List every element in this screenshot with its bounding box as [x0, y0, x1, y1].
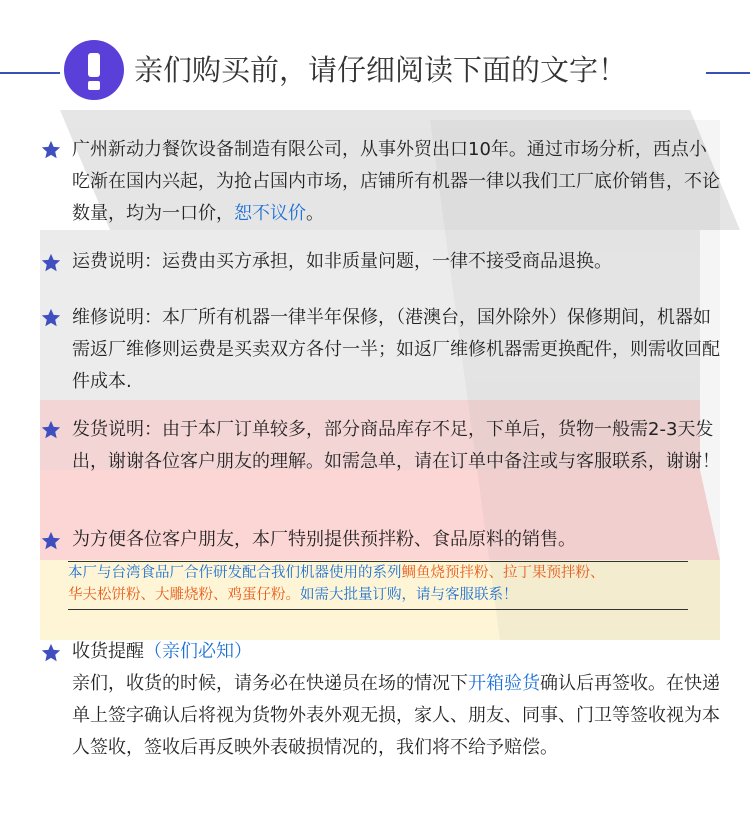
products-contact-note: 如需大批量订购，请与客服联系！ [300, 587, 518, 603]
receipt-title: 收货提醒 [72, 641, 144, 662]
star-icon [40, 642, 62, 664]
page-title: 亲们购买前，请仔细阅读下面的文字！ [134, 53, 628, 87]
star-icon [40, 419, 62, 441]
open-box-inspection-highlight: 开箱验货 [468, 673, 540, 694]
company-intro-text: 广州新动力餐饮设备制造有限公司，从事外贸出口10年。通过市场分析，西点小吃渐在国内兴起，为抢占国内市场，店铺所有机器一律以我们工厂底价销售，不论数量，均为一口价， [72, 139, 720, 224]
products-prefix: 本厂与台湾食品厂合作研发配合我们机器使用的系列 [68, 565, 402, 581]
supply-text: 为方便各位客户朋友，本厂特别提供预拌粉、食品原料的销售。 [72, 529, 576, 550]
products-items-1: 鲷鱼烧预拌粉、拉丁果预拌粉、 [401, 565, 605, 581]
exclamation-icon [64, 40, 124, 100]
receipt-title-note: （亲们必知） [144, 641, 252, 662]
shipping-fee-text: 运费说明：运费由买方承担，如非质量问题，一律不接受商品退换。 [72, 251, 612, 272]
delivery-note [72, 414, 722, 478]
products-items-2: 华夫松饼粉、大雕烧粉、鸡蛋仔粉。 [68, 587, 300, 603]
receipt-body-end: 确认后再签收。在快递单上签字确认后将视为货物外表外观无损，家人、朋友、同事、门卫等签收视为本人签收，签收后再反映外表破损情况的，我们将不给予赔偿。 [72, 673, 720, 758]
star-icon [40, 139, 62, 161]
shipping-fee-note [72, 246, 722, 278]
products-list [68, 562, 688, 606]
company-intro-end: 。 [306, 203, 324, 224]
receipt-body-start: 亲们，收货的时候，请务必在快递员在场的情况下 [72, 673, 468, 694]
no-bargain-highlight: 恕不议价 [234, 203, 306, 224]
header-rule-left [0, 72, 60, 74]
delivery-text: 发货说明：由于本厂订单较多，部分商品库存不足，下单后，货物一般需2-3天发出，谢谢各位客户朋友的理解。如需急单，请在订单中备注或与客服联系，谢谢！ [72, 419, 720, 472]
receipt-reminder [72, 636, 722, 764]
supply-note [72, 524, 722, 556]
products-rule-bottom [68, 609, 688, 610]
star-icon [40, 530, 62, 552]
star-icon [40, 252, 62, 274]
header-rule-right [706, 72, 750, 74]
repair-text: 维修说明：本厂所有机器一律半年保修，（港澳台，国外除外）保修期间，机器如需返厂维修则运费是买卖双方各付一半；如返厂维修机器需更换配件，则需收回配件成本. [72, 307, 720, 392]
repair-note [72, 302, 722, 398]
star-icon [40, 307, 62, 329]
company-intro [72, 134, 722, 230]
